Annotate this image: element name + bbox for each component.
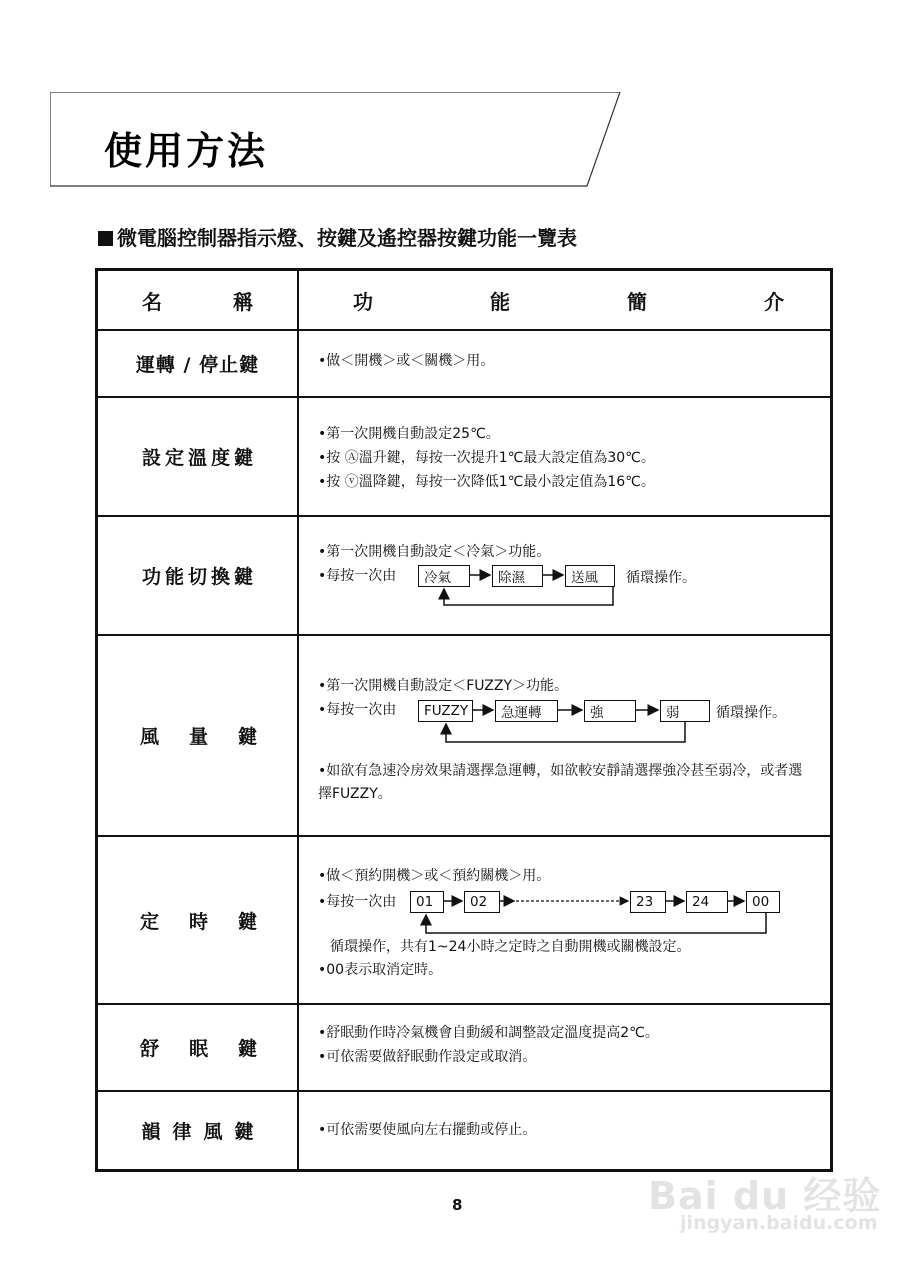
key-name-char: 鍵 bbox=[234, 1121, 254, 1143]
key-name-timer bbox=[98, 837, 297, 1003]
bullet-square-icon bbox=[98, 231, 113, 246]
desc-line: 循環操作，共有1~24小時之定時之自動開機或關機設定。 bbox=[330, 939, 691, 955]
key-name-swing bbox=[98, 1092, 297, 1169]
header-function-cell bbox=[299, 271, 830, 329]
desc-line: •做＜預約開機＞或＜預約關機＞用。 bbox=[318, 868, 551, 884]
key-name-sleep bbox=[98, 1005, 297, 1090]
header-func-char: 功 bbox=[353, 289, 373, 314]
key-name-char: 溫 bbox=[187, 447, 207, 469]
cycle-box-fan: 送風 bbox=[565, 565, 615, 587]
cycle-box-01: 01 bbox=[410, 891, 444, 913]
page-title: 使用方法 bbox=[104, 129, 269, 173]
cycle-tail-text: 循環操作。 bbox=[716, 705, 786, 721]
fan-cycle-diagram bbox=[418, 698, 798, 748]
key-name-mode bbox=[98, 517, 297, 634]
desc-line: •第一次開機自動設定＜冷氣＞功能。 bbox=[318, 544, 551, 560]
key-name-char: 風 bbox=[203, 1121, 223, 1143]
key-name-char: 時 bbox=[188, 910, 208, 933]
desc-line: •第一次開機自動設定＜FUZZY＞功能。 bbox=[318, 678, 569, 694]
key-name-char: 能 bbox=[164, 566, 184, 588]
key-name-char: 定 bbox=[140, 910, 160, 933]
cycle-box-weak: 弱 bbox=[660, 700, 710, 722]
header-name-char: 名 bbox=[142, 289, 162, 314]
key-name-char: 量 bbox=[188, 726, 208, 748]
desc-line: •每按一次由 bbox=[318, 702, 397, 718]
cycle-box-cool: 冷氣 bbox=[418, 565, 470, 587]
timer-cycle-diagram bbox=[410, 889, 780, 939]
desc-line: •按 Ⓐ溫升鍵，每按一次提升1℃最大設定值為30℃。 bbox=[318, 450, 655, 466]
desc-line: •做＜開機＞或＜關機＞用。 bbox=[318, 353, 495, 369]
key-name-char: 鍵 bbox=[234, 447, 254, 469]
key-name-char: 度 bbox=[211, 447, 231, 469]
desc-line: •每按一次由 bbox=[318, 568, 397, 584]
key-name-char: 律 bbox=[172, 1121, 192, 1143]
key-name-char: 舒 bbox=[140, 1038, 160, 1060]
desc-line: •可依需要使風向左右擺動或停止。 bbox=[318, 1122, 537, 1138]
key-name-char: 鍵 bbox=[234, 566, 254, 588]
key-name-temperature bbox=[98, 398, 297, 515]
key-name-char: 風 bbox=[140, 726, 160, 748]
key-name-char: 定 bbox=[164, 447, 184, 469]
key-name-char: 換 bbox=[211, 566, 231, 588]
desc-line: •舒眠動作時冷氣機會自動緩和調整設定溫度提高2℃。 bbox=[318, 1025, 659, 1041]
page-header bbox=[50, 92, 630, 188]
cycle-box-00: 00 bbox=[746, 891, 780, 913]
key-name-char: 切 bbox=[187, 566, 207, 588]
key-name-char: 鍵 bbox=[237, 726, 257, 748]
cycle-box-02: 02 bbox=[464, 891, 500, 913]
section-heading bbox=[98, 222, 577, 251]
header-name-char: 稱 bbox=[233, 289, 253, 314]
watermark-url: jingyan.baidu.com bbox=[680, 1212, 878, 1234]
header-func-char: 介 bbox=[764, 289, 784, 314]
key-name-fan-speed bbox=[98, 636, 297, 835]
cycle-tail-text: 循環操作。 bbox=[626, 570, 696, 586]
key-name-char: 鍵 bbox=[237, 910, 257, 933]
cycle-box-23: 23 bbox=[630, 891, 666, 913]
mode-cycle-diagram bbox=[418, 563, 718, 613]
header-func-char: 簡 bbox=[627, 289, 647, 314]
desc-note: •如欲有急速冷房效果請選擇急運轉，如欲較安靜請選擇強冷甚至弱冷，或者選擇FUZZY。 bbox=[318, 763, 803, 802]
cycle-box-turbo: 急運轉 bbox=[495, 700, 558, 722]
cycle-box-strong: 強 bbox=[584, 700, 636, 722]
cycle-box-dry: 除濕 bbox=[492, 565, 543, 587]
desc-line: •每按一次由 bbox=[318, 894, 397, 910]
watermark-logo-text: Bai du 经验 bbox=[648, 1174, 882, 1218]
key-name-run-stop: 運轉 / 停止鍵 bbox=[135, 354, 260, 376]
cycle-box-24: 24 bbox=[686, 891, 728, 913]
desc-line: •00表示取消定時。 bbox=[318, 962, 443, 978]
column-divider bbox=[297, 271, 299, 1169]
desc-line: •可依需要做舒眠動作設定或取消。 bbox=[318, 1049, 537, 1065]
header-func-char: 能 bbox=[490, 289, 510, 314]
key-name-char: 鍵 bbox=[237, 1038, 257, 1060]
key-name-char: 韻 bbox=[141, 1121, 161, 1143]
page-number: 8 bbox=[452, 1196, 463, 1214]
key-name-char: 功 bbox=[141, 566, 161, 588]
desc-line: •按 ⓥ溫降鍵，每按一次降低1℃最小設定值為16℃。 bbox=[318, 474, 655, 490]
header-name-cell bbox=[98, 271, 297, 329]
cycle-box-fuzzy: FUZZY bbox=[418, 700, 473, 722]
section-heading-text: 微電腦控制器指示燈、按鍵及遙控器按鍵功能一覽表 bbox=[117, 226, 577, 250]
function-table bbox=[95, 268, 833, 1172]
key-name-char: 設 bbox=[141, 447, 161, 469]
desc-line: •第一次開機自動設定25℃。 bbox=[318, 426, 500, 442]
key-name-char: 眠 bbox=[188, 1038, 208, 1060]
